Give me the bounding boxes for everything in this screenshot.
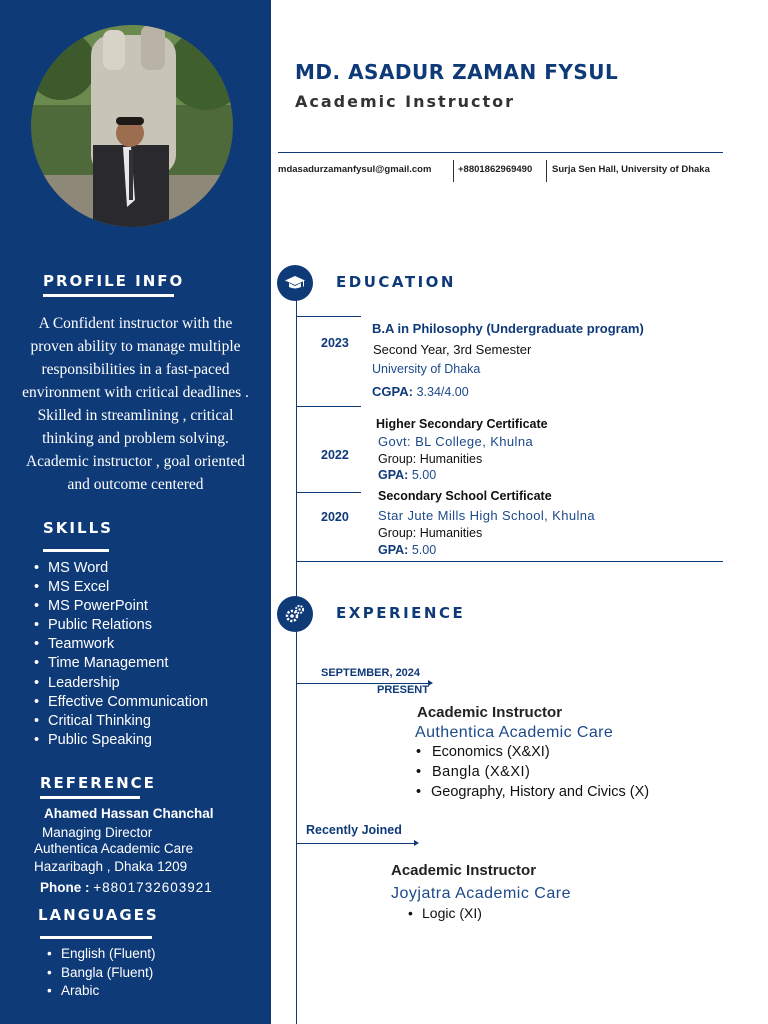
reference-phone: [40, 880, 213, 895]
skill-item: • Critical Thinking: [48, 712, 208, 731]
subject-item: • Economics (X&XI): [416, 743, 649, 763]
education-institution: Star Jute Mills High School, Khulna: [378, 508, 596, 523]
education-group-label: Group:: [378, 526, 417, 540]
skills-heading: SKILLS: [43, 519, 113, 537]
contact-address: Surja Sen Hall, University of Dhaka: [552, 164, 710, 175]
reference-role: Managing Director: [42, 825, 153, 840]
education-detail: Second Year, 3rd Semester: [373, 342, 532, 357]
education-grade-value: 3.34/4.00: [416, 385, 469, 399]
timeline-line: [296, 300, 297, 1024]
reference-phone-number: +8801732603921: [93, 880, 213, 895]
education-grade-label: CGPA:: [372, 384, 413, 399]
languages-underline: [40, 936, 152, 939]
graduation-cap-icon: [277, 265, 313, 301]
education-year: 2020: [321, 510, 349, 524]
skill-item: • MS Word: [48, 559, 208, 578]
education-year: 2023: [321, 336, 349, 350]
experience-date-from: SEPTEMBER, 2024: [321, 667, 421, 679]
experience-heading: EXPERIENCE: [336, 604, 466, 622]
experience-role: Academic Instructor: [391, 862, 537, 879]
education-grade-value: 5.00: [411, 468, 437, 482]
subject-item: • Geography, History and Civics (X): [416, 783, 649, 803]
skill-item: • MS Excel: [48, 578, 208, 597]
subject-item: • Bangla (X&XI): [416, 763, 649, 783]
reference-heading: REFERENCE: [40, 774, 156, 792]
languages-heading: LANGUAGES: [38, 906, 159, 924]
person-title: Academic Instructor: [295, 92, 515, 111]
profile-info-underline: [43, 294, 174, 297]
language-item: • English (Fluent): [61, 945, 156, 964]
education-bottom-divider: [297, 561, 723, 562]
skill-item: • MS PowerPoint: [48, 597, 208, 616]
profile-photo: [31, 25, 233, 227]
education-degree: Secondary School Certificate: [378, 489, 552, 503]
profile-info-heading: PROFILE INFO: [43, 272, 185, 290]
reference-phone-label: Phone :: [40, 880, 90, 895]
contact-phone: +8801862969490: [458, 164, 533, 175]
experience-date-from: Recently Joined: [306, 823, 402, 837]
reference-underline: [40, 796, 140, 799]
education-group: [378, 452, 482, 466]
education-heading: EDUCATION: [336, 273, 456, 291]
reference-name: Ahamed Hassan Chanchal: [44, 806, 214, 821]
experience-role: Academic Instructor: [417, 704, 563, 721]
education-institution: University of Dhaka: [372, 362, 481, 376]
skill-item: • Time Management: [48, 654, 208, 673]
header-divider: [278, 152, 723, 153]
skills-underline: [43, 549, 109, 552]
experience-subjects: [416, 743, 649, 803]
reference-address: Hazaribagh , Dhaka 1209: [34, 859, 188, 874]
education-institution: Govt: BL College, Khulna: [378, 434, 534, 449]
contact-separator: [453, 160, 454, 182]
education-grade: [372, 384, 469, 399]
gears-icon: [277, 596, 313, 632]
skill-item: • Public Relations: [48, 616, 208, 635]
education-group-label: Group:: [378, 452, 417, 466]
experience-org: Joyjatra Academic Care: [391, 885, 571, 902]
education-grade-value: 5.00: [411, 543, 437, 557]
skill-item: • Leadership: [48, 674, 208, 693]
education-degree: B.A in Philosophy (Undergraduate program): [372, 321, 644, 336]
skill-item: • Effective Communication: [48, 693, 208, 712]
person-name: MD. ASADUR ZAMAN FYSUL: [295, 60, 619, 84]
reference-org: Authentica Academic Care: [34, 841, 194, 856]
languages-list: [0, 945, 156, 1001]
education-group: [378, 526, 482, 540]
experience-org: Authentica Academic Care: [415, 724, 614, 741]
education-group-value: Humanities: [419, 526, 483, 540]
contact-separator: [546, 160, 547, 182]
sidebar: [0, 0, 271, 1024]
education-group-value: Humanities: [419, 452, 483, 466]
language-item: • Arabic: [61, 982, 156, 1001]
skill-item: • Teamwork: [48, 635, 208, 654]
education-divider: [297, 492, 361, 493]
experience-date-to: PRESENT: [377, 684, 429, 696]
education-grade: [378, 543, 436, 557]
experience-timeline-arrow: [297, 843, 417, 844]
education-year: 2022: [321, 448, 349, 462]
education-degree: Higher Secondary Certificate: [376, 417, 548, 431]
education-divider: [297, 316, 361, 317]
skill-item: • Public Speaking: [48, 731, 208, 750]
education-grade-label: GPA:: [378, 543, 409, 557]
experience-subjects: [408, 905, 482, 921]
language-item: • Bangla (Fluent): [61, 964, 156, 983]
contact-email: mdasadurzamanfysul@gmail.com: [278, 164, 432, 175]
education-grade-label: GPA:: [378, 468, 409, 482]
profile-summary: A Confident instructor with the proven ability to manage multiple responsibilities in a fast-paced environment with critical deadlines . Skilled in streamlining , critical thinking and problem solving. Academic instructor , goal oriented and outcome centered: [22, 315, 249, 493]
subject-item: • Logic (XI): [408, 905, 482, 921]
skills-list: [0, 559, 208, 750]
education-grade: [378, 468, 436, 482]
education-divider: [297, 406, 361, 407]
